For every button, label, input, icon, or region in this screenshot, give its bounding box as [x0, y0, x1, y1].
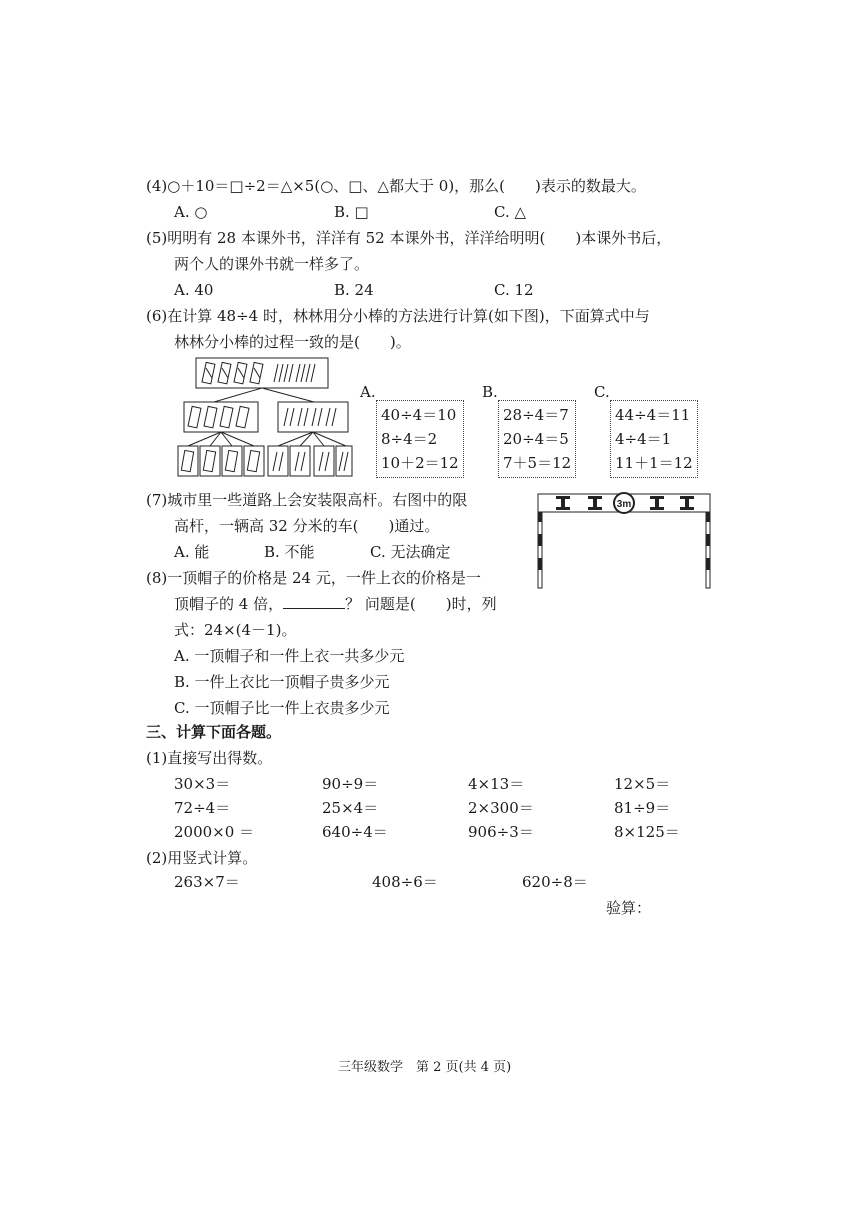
- calc-item: 25×4＝: [322, 799, 379, 817]
- q8-stem-line2-part1: 顶帽子的 4 倍，: [174, 595, 284, 613]
- q5-option-c: C. 12: [494, 281, 534, 299]
- calc-item: 81÷9＝: [614, 799, 671, 817]
- q7-option-b: B. 不能: [264, 543, 315, 561]
- check-label: 验算：: [606, 899, 652, 917]
- q5-stem-line1: (5)明明有 28 本课外书，洋洋有 52 本课外书，洋洋给明明( )本课外书后，: [146, 229, 672, 247]
- q8-option-a: A. 一顶帽子和一件上衣一共多少元: [174, 647, 405, 665]
- height-limit-bar-figure: [534, 490, 714, 590]
- q6-choice-c-box: [610, 400, 698, 478]
- section3-title: 三、计算下面各题。: [146, 723, 282, 741]
- q8-stem-line1: (8)一顶帽子的价格是 24 元，一件上衣的价格是一: [146, 569, 481, 587]
- q5-option-a: A. 40: [174, 281, 214, 299]
- q7-option-a: A. 能: [174, 543, 210, 561]
- q4-stem: (4)○＋10＝□÷2＝△×5(○、□、△都大于 0)，那么( )表示的数最大。: [146, 177, 646, 195]
- q6-choice-a-label: A.: [360, 383, 376, 401]
- q4-option-a: A. ○: [174, 203, 208, 221]
- calc-item: 72÷4＝: [174, 799, 231, 817]
- q8-stem-line2-part2: ？ 问题是( )时，列: [345, 595, 497, 613]
- q8-option-c: C. 一顶帽子比一件上衣贵多少元: [174, 699, 390, 717]
- vertical-calc-item: 620÷8＝: [522, 873, 588, 891]
- q6-choice-a-line2: 8÷4＝2: [381, 430, 438, 448]
- calc-item: 12×5＝: [614, 775, 671, 793]
- q6-choice-c-line3: 11＋1＝12: [615, 454, 693, 472]
- q8-stem-line3: 式：24×(4－1)。: [174, 621, 297, 639]
- q6-choice-b-line1: 28÷4＝7: [503, 406, 569, 424]
- stick-division-diagram: [174, 356, 354, 480]
- section3-part2-title: (2)用竖式计算。: [146, 849, 258, 867]
- q4-option-c: C. △: [494, 203, 527, 221]
- q6-choice-a-box: [376, 400, 464, 478]
- q4-option-b: B. □: [334, 203, 369, 221]
- calc-item: 30×3＝: [174, 775, 231, 793]
- q6-choice-a-line3: 10＋2＝12: [381, 454, 459, 472]
- q8-answer-blank[interactable]: [283, 594, 345, 609]
- q6-choice-b-label: B.: [482, 383, 498, 401]
- height-limit-sign-label: 3m: [616, 499, 632, 510]
- q6-choice-c-line1: 44÷4＝11: [615, 406, 691, 424]
- q6-choice-a-line1: 40÷4＝10: [381, 406, 457, 424]
- vertical-calc-item: 408÷6＝: [372, 873, 438, 891]
- q6-stem-line2: 林林分小棒的过程一致的是( )。: [174, 333, 411, 351]
- calc-item: 8×125＝: [614, 823, 680, 841]
- calc-item: 90÷9＝: [322, 775, 379, 793]
- calc-item: 640÷4＝: [322, 823, 388, 841]
- page-footer: 三年级数学 第 2 页(共 4 页): [338, 1060, 512, 1075]
- q8-option-b: B. 一件上衣比一顶帽子贵多少元: [174, 673, 390, 691]
- q7-option-c: C. 无法确定: [370, 543, 451, 561]
- q6-stem-line1: (6)在计算 48÷4 时，林林用分小棒的方法进行计算(如下图)，下面算式中与: [146, 307, 650, 325]
- calc-item: 906÷3＝: [468, 823, 534, 841]
- q7-stem-line2: 高杆，一辆高 32 分米的车( )通过。: [174, 517, 440, 535]
- calc-item: 4×13＝: [468, 775, 525, 793]
- q5-option-b: B. 24: [334, 281, 374, 299]
- q7-stem-line1: (7)城市里一些道路上会安装限高杆。右图中的限: [146, 491, 468, 509]
- q6-choice-b-box: [498, 400, 576, 478]
- q6-choice-b-line3: 7＋5＝12: [503, 454, 572, 472]
- calc-item: 2000×0 ＝: [174, 823, 255, 841]
- q5-stem-line2: 两个人的课外书就一样多了。: [174, 255, 370, 273]
- vertical-calc-item: 263×7＝: [174, 873, 240, 891]
- section3-part1-title: (1)直接写出得数。: [146, 749, 273, 767]
- calc-item: 2×300＝: [468, 799, 534, 817]
- q6-choice-c-label: C.: [594, 383, 610, 401]
- q6-choice-c-line2: 4÷4＝1: [615, 430, 672, 448]
- q6-choice-b-line2: 20÷4＝5: [503, 430, 569, 448]
- q8-stem-line2: [174, 594, 497, 614]
